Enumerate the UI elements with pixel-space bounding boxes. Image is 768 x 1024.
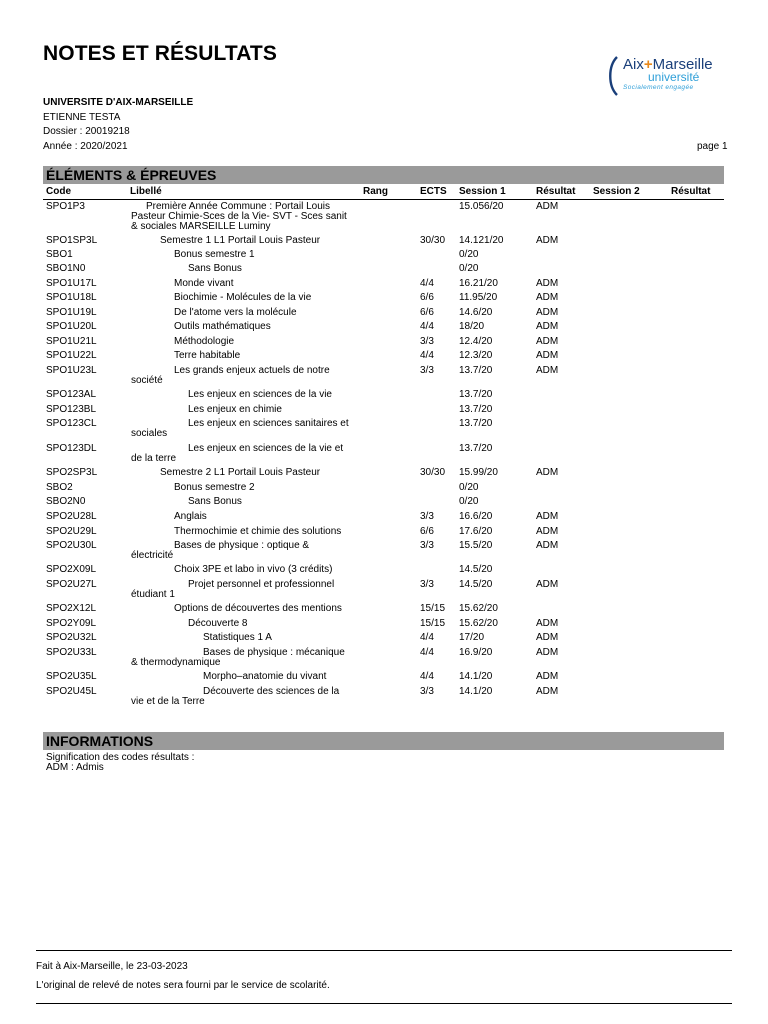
row-code: SPO1U19L: [46, 307, 97, 318]
row-ects: 30/30: [420, 235, 446, 246]
row-ects: 6/6: [420, 292, 434, 303]
row-libelle-cont: & sociales MARSEILLE Luminy: [131, 221, 271, 232]
section-title: INFORMATIONS: [46, 733, 154, 749]
section-header-informations: [43, 732, 724, 750]
row-libelle: Thermochimie et chimie des solutions: [174, 526, 342, 537]
row-libelle-cont: vie et de la Terre: [131, 696, 205, 707]
row-libelle-cont: & thermodynamique: [131, 657, 221, 668]
row-libelle-cont: société: [131, 375, 163, 386]
row-ects: 4/4: [420, 671, 434, 682]
col-header-resultat1: Résultat: [536, 186, 576, 197]
row-resultat1: ADM: [536, 526, 559, 537]
footer-place-date: Fait à Aix-Marseille, le 23-03-2023: [36, 961, 188, 972]
row-ects: 6/6: [420, 526, 434, 537]
row-code: SPO2U32L: [46, 632, 97, 643]
row-libelle: Anglais: [174, 511, 207, 522]
row-ects: 4/4: [420, 350, 434, 361]
row-libelle: Sans Bonus: [188, 496, 242, 507]
row-code: SPO123AL: [46, 389, 97, 400]
row-resultat1: ADM: [536, 336, 559, 347]
col-header-libelle: Libellé: [130, 186, 162, 197]
row-resultat1: ADM: [536, 467, 559, 478]
row-ects: 4/4: [420, 321, 434, 332]
row-libelle: Découverte 8: [188, 618, 248, 629]
row-libelle: Biochimie - Molécules de la vie: [174, 292, 312, 303]
row-libelle-cont: Pasteur Chimie-Sces de la Vie- SVT - Sces sanit: [131, 211, 347, 222]
row-resultat1: ADM: [536, 686, 559, 697]
row-libelle: Bases de physique : mécanique: [203, 647, 345, 658]
row-code: SPO2Y09L: [46, 618, 97, 629]
col-header-ects: ECTS: [420, 186, 447, 197]
page-number: page 1: [697, 141, 728, 152]
row-code: SPO1SP3L: [46, 235, 98, 246]
row-libelle: Première Année Commune : Portail Louis: [146, 201, 330, 212]
col-header-rang: Rang: [363, 186, 388, 197]
row-libelle: Terre habitable: [174, 350, 241, 361]
row-ects: 4/4: [420, 278, 434, 289]
row-session1: 14.1/20: [459, 671, 493, 682]
row-libelle-cont: sociales: [131, 428, 168, 439]
row-resultat1: ADM: [536, 647, 559, 658]
row-code: SPO1U22L: [46, 350, 97, 361]
row-code: SPO2SP3L: [46, 467, 98, 478]
row-session1: 17/20: [459, 632, 485, 643]
logo-subtitle: université: [648, 70, 700, 84]
row-session1: 14.6/20: [459, 307, 493, 318]
row-code: SPO123BL: [46, 404, 97, 415]
logo-tagline: Socialement engagée: [623, 84, 694, 91]
row-session1: 14.5/20: [459, 579, 493, 590]
row-code: SPO123CL: [46, 418, 97, 429]
row-libelle: Bonus semestre 2: [174, 482, 255, 493]
row-ects: 4/4: [420, 632, 434, 643]
row-session1: 13.7/20: [459, 443, 493, 454]
col-header-code: Code: [46, 186, 71, 197]
row-libelle: Outils mathématiques: [174, 321, 271, 332]
row-session1: 14.5/20: [459, 564, 493, 575]
row-libelle: Statistiques 1 A: [203, 632, 272, 643]
row-code: SPO2U29L: [46, 526, 97, 537]
row-libelle: Découverte des sciences de la: [203, 686, 340, 697]
dossier-number: Dossier : 20019218: [43, 126, 130, 137]
row-libelle: Les enjeux en chimie: [188, 404, 282, 415]
row-resultat1: ADM: [536, 632, 559, 643]
row-libelle: Les grands enjeux actuels de notre: [174, 365, 330, 376]
section-header-elements: [43, 166, 724, 184]
col-header-resultat2: Résultat: [671, 186, 711, 197]
row-ects: 3/3: [420, 336, 434, 347]
header-divider: [43, 199, 724, 200]
row-resultat1: ADM: [536, 201, 559, 212]
row-session1: 12.3/20: [459, 350, 493, 361]
col-header-session1: Session 1: [459, 186, 506, 197]
row-resultat1: ADM: [536, 292, 559, 303]
row-session1: 15.056/20: [459, 201, 504, 212]
row-code: SPO1P3: [46, 201, 85, 212]
row-code: SPO2X09L: [46, 564, 97, 575]
row-libelle: Les enjeux en sciences sanitaires et: [188, 418, 349, 429]
section-title: ÉLÉMENTS & ÉPREUVES: [46, 167, 217, 183]
row-libelle: Les enjeux en sciences de la vie: [188, 389, 332, 400]
row-session1: 13.7/20: [459, 404, 493, 415]
row-libelle: Semestre 2 L1 Portail Louis Pasteur: [160, 467, 321, 478]
row-resultat1: ADM: [536, 235, 559, 246]
row-code: SBO2N0: [46, 496, 86, 507]
row-resultat1: ADM: [536, 278, 559, 289]
row-session1: 0/20: [459, 263, 479, 274]
row-resultat1: ADM: [536, 321, 559, 332]
row-code: SPO1U20L: [46, 321, 97, 332]
row-session1: 15.99/20: [459, 467, 498, 478]
row-session1: 16.6/20: [459, 511, 493, 522]
row-code: SPO2U33L: [46, 647, 97, 658]
document-title: NOTES ET RÉSULTATS: [43, 42, 277, 65]
col-header-session2: Session 2: [593, 186, 640, 197]
row-libelle: Morpho–anatomie du vivant: [203, 671, 327, 682]
row-resultat1: ADM: [536, 671, 559, 682]
row-ects: 3/3: [420, 540, 434, 551]
row-libelle-cont: de la terre: [131, 453, 177, 464]
row-resultat1: ADM: [536, 618, 559, 629]
row-session1: 16.21/20: [459, 278, 498, 289]
row-session1: 13.7/20: [459, 389, 493, 400]
university-logo: [606, 54, 731, 98]
row-code: SPO2U27L: [46, 579, 97, 590]
row-resultat1: ADM: [536, 365, 559, 376]
row-code: SPO2U28L: [46, 511, 97, 522]
row-resultat1: ADM: [536, 350, 559, 361]
row-code: SPO2U35L: [46, 671, 97, 682]
row-session1: 14.1/20: [459, 686, 493, 697]
row-code: SPO123DL: [46, 443, 97, 454]
row-session1: 15.62/20: [459, 603, 498, 614]
row-resultat1: ADM: [536, 579, 559, 590]
info-legend-title: Signification des codes résultats :: [46, 752, 195, 763]
row-session1: 13.7/20: [459, 418, 493, 429]
row-ects: 3/3: [420, 365, 434, 376]
row-libelle-cont: étudiant 1: [131, 589, 175, 600]
row-ects: 15/15: [420, 603, 446, 614]
row-session1: 0/20: [459, 482, 479, 493]
row-session1: 15.5/20: [459, 540, 493, 551]
row-libelle: Projet personnel et professionnel: [188, 579, 335, 590]
academic-year: Année : 2020/2021: [43, 141, 128, 152]
footer-note: L'original de relevé de notes sera fourni par le service de scolarité.: [36, 980, 330, 991]
row-code: SPO1U17L: [46, 278, 97, 289]
row-libelle: Monde vivant: [174, 278, 234, 289]
row-libelle: Les enjeux en sciences de la vie et: [188, 443, 344, 454]
row-libelle: Bonus semestre 1: [174, 249, 255, 260]
row-libelle: Sans Bonus: [188, 263, 242, 274]
row-resultat1: ADM: [536, 540, 559, 551]
row-ects: 4/4: [420, 647, 434, 658]
footer-top-rule: [36, 950, 732, 951]
row-ects: 3/3: [420, 511, 434, 522]
row-session1: 17.6/20: [459, 526, 493, 537]
row-ects: 30/30: [420, 467, 446, 478]
row-session1: 11.95/20: [459, 292, 498, 303]
university-name: UNIVERSITE D'AIX-MARSEILLE: [43, 97, 194, 108]
student-name: ETIENNE TESTA: [43, 112, 121, 123]
row-code: SPO2X12L: [46, 603, 97, 614]
logo-wordmark: Aix+Marseille: [623, 56, 713, 73]
row-code: SPO1U18L: [46, 292, 97, 303]
row-code: SPO1U23L: [46, 365, 97, 376]
row-code: SBO1N0: [46, 263, 86, 274]
row-session1: 16.9/20: [459, 647, 493, 658]
row-code: SPO1U21L: [46, 336, 97, 347]
row-session1: 14.121/20: [459, 235, 504, 246]
row-code: SBO2: [46, 482, 73, 493]
row-libelle: Méthodologie: [174, 336, 235, 347]
row-resultat1: ADM: [536, 307, 559, 318]
row-resultat1: ADM: [536, 511, 559, 522]
row-libelle: Choix 3PE et labo in vivo (3 crédits): [174, 564, 333, 575]
row-code: SBO1: [46, 249, 73, 260]
row-session1: 18/20: [459, 321, 485, 332]
row-code: SPO2U30L: [46, 540, 97, 551]
footer-bottom-rule: [36, 1003, 732, 1004]
row-libelle: Options de découvertes des mentions: [174, 603, 342, 614]
row-session1: 12.4/20: [459, 336, 493, 347]
info-legend-adm: ADM : Admis: [46, 762, 104, 773]
row-ects: 3/3: [420, 579, 434, 590]
row-libelle: Semestre 1 L1 Portail Louis Pasteur: [160, 235, 321, 246]
row-session1: 13.7/20: [459, 365, 493, 376]
row-code: SPO2U45L: [46, 686, 97, 697]
row-ects: 15/15: [420, 618, 446, 629]
row-libelle-cont: électricité: [131, 550, 174, 561]
row-ects: 3/3: [420, 686, 434, 697]
row-session1: 0/20: [459, 249, 479, 260]
row-libelle: De l'atome vers la molécule: [174, 307, 297, 318]
row-session1: 15.62/20: [459, 618, 498, 629]
row-session1: 0/20: [459, 496, 479, 507]
row-ects: 6/6: [420, 307, 434, 318]
logo-arc-icon: [606, 54, 620, 98]
row-libelle: Bases de physique : optique &: [174, 540, 310, 551]
